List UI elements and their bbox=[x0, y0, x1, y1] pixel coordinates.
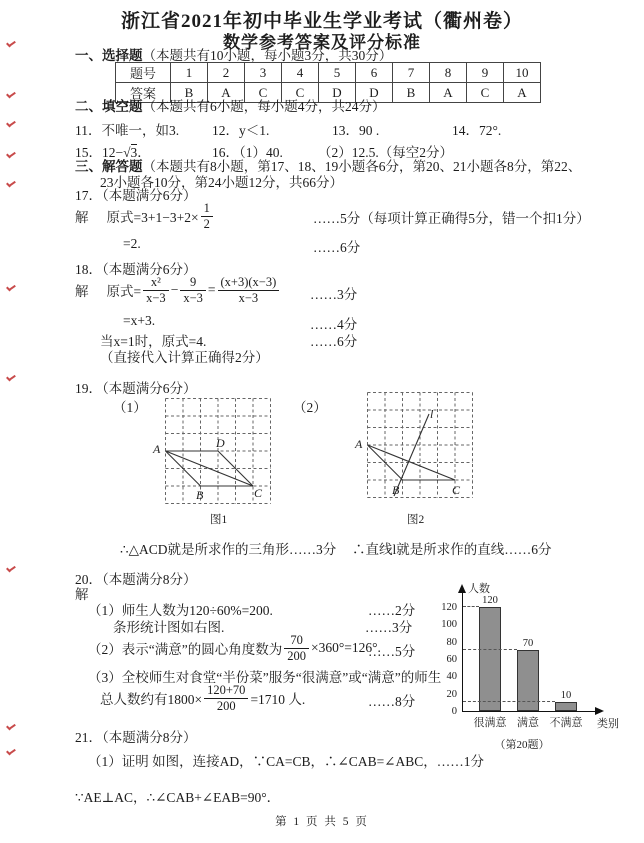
fig1-point-A: A bbox=[153, 442, 161, 456]
q-answer: C bbox=[467, 83, 504, 103]
q20-p3-line2: 总人数约有1800× $\frac{120+70}{200}$ =1710 人. bbox=[100, 683, 306, 713]
q-number: 5 bbox=[319, 63, 356, 83]
fig2-point-C: C bbox=[452, 483, 461, 497]
q-number: 4 bbox=[282, 63, 319, 83]
q-number: 3 bbox=[245, 63, 282, 83]
bar-不满意 bbox=[555, 702, 577, 711]
q20-jie: 解 bbox=[75, 587, 89, 602]
row-header: 题号 bbox=[116, 63, 171, 83]
q-answer: A bbox=[208, 83, 245, 103]
y-tick-label: 100 bbox=[441, 619, 457, 631]
q20-p1b: 条形统计图如右图. bbox=[113, 620, 225, 635]
q20-p1b-score: ……3分 bbox=[365, 620, 413, 635]
q-number: 6 bbox=[356, 63, 393, 83]
fig2-line-l: l bbox=[430, 407, 434, 421]
fig2-point-A: A bbox=[355, 437, 363, 451]
q-number: 8 bbox=[430, 63, 467, 83]
y-tick-label: 40 bbox=[446, 671, 457, 683]
bar-category-label: 很满意 bbox=[473, 717, 507, 729]
q21-proof-line1: （1）证明 如图，连接AD，∵CA=CB，∴∠CAB=∠ABC，……1分 bbox=[88, 754, 485, 769]
answer-14: 14．72°. bbox=[452, 123, 502, 138]
section-solution-heading: 三、解答题（本题共有8小题，第17、18、19小题各6分，第20、21小题各8分，第22、 bbox=[75, 159, 582, 174]
page-subtitle: 数学参考答案及评分标准 bbox=[223, 33, 421, 52]
answer-11: 11．不唯一，如3. bbox=[75, 123, 180, 138]
bar-category-label: 不满意 bbox=[549, 717, 583, 729]
dashed-grid bbox=[368, 393, 473, 498]
guide-dash-line bbox=[463, 606, 479, 607]
fig1-caption: 图1 bbox=[210, 514, 228, 526]
bar-chart-yticks bbox=[437, 602, 459, 717]
q17-step2: =2. bbox=[123, 236, 141, 251]
fraction: $\frac{\text{x²}}{x-3}$ bbox=[143, 275, 169, 305]
section-solution-heading-line2: 23小题各10分，第24小题12分，共66分） bbox=[100, 175, 343, 190]
q-answer: A bbox=[430, 83, 467, 103]
answer-13: 13．90 . bbox=[332, 123, 380, 138]
q18-step1-score: ……3分 bbox=[310, 287, 358, 302]
y-tick-label: 60 bbox=[446, 654, 457, 665]
fraction: $\frac{70}{200}$ bbox=[284, 633, 309, 663]
q17-step2-score: ……6分 bbox=[313, 240, 361, 255]
fig1-point-D: D bbox=[216, 436, 225, 450]
q-answer: C bbox=[245, 83, 282, 103]
bar-很满意 bbox=[479, 607, 501, 711]
bar-category-label: 满意 bbox=[517, 717, 539, 729]
chart-caption: （第20题） bbox=[494, 739, 550, 751]
margin-check-mark bbox=[5, 91, 15, 101]
q19-conclusion1: ∴△ACD就是所求作的三角形……3分 bbox=[120, 542, 337, 557]
q18-title: 18．（本题满分6分） bbox=[75, 262, 197, 277]
fig2-point-B: B bbox=[392, 483, 400, 497]
answer-12: 12．y＜1. bbox=[212, 123, 270, 138]
q-answer: B bbox=[171, 83, 208, 103]
q-answer: D bbox=[356, 83, 393, 103]
q-number: 7 bbox=[393, 63, 430, 83]
fraction: $\frac{1}{2}$ bbox=[201, 201, 213, 231]
q-answer: C bbox=[282, 83, 319, 103]
q17-title: 17．（本题满分6分） bbox=[75, 188, 197, 203]
radical-sign: √ bbox=[123, 145, 131, 160]
q18-step3-score: ……6分 bbox=[310, 334, 358, 349]
q21-title: 21．（本题满分8分） bbox=[75, 730, 197, 745]
q-answer: D bbox=[319, 83, 356, 103]
y-tick-label: 20 bbox=[446, 688, 457, 700]
section-blank-heading: 二、填空题（本题共有6小题，每小题4分，共24分） bbox=[75, 99, 386, 114]
y-axis-label: 人数 bbox=[468, 583, 490, 595]
margin-check-mark bbox=[5, 374, 15, 384]
row-header: 答案 bbox=[116, 83, 171, 103]
bar-chart bbox=[437, 580, 637, 760]
q-number: 2 bbox=[208, 63, 245, 83]
fraction: $\frac{(x+3)(x-3)}{x-3}$ bbox=[218, 275, 280, 305]
bar-chart-plot bbox=[463, 595, 597, 729]
margin-check-mark bbox=[5, 284, 15, 294]
q20-p1-score: ……2分 bbox=[368, 603, 416, 618]
section-choice-heading: 一、选择题（本题共有10小题，每小题3分，共30分） bbox=[75, 48, 393, 63]
fraction: $\frac{9}{x-3}$ bbox=[180, 275, 206, 305]
y-tick-label: 0 bbox=[451, 706, 457, 717]
q21-proof-line2: ∵AE⊥AC，∴∠CAB+∠EAB=90°． bbox=[75, 790, 281, 805]
answer-16b: （2）12.5.（每空2分） bbox=[318, 145, 453, 160]
q20-p1: （1）师生人数为120÷60%=200. bbox=[88, 603, 273, 618]
page-number: 第 1 页 共 5 页 bbox=[275, 816, 369, 828]
answer-16a: 16．（1）40. bbox=[212, 145, 283, 160]
fig1-point-C: C bbox=[254, 486, 263, 500]
margin-check-mark bbox=[5, 748, 15, 758]
guide-dash-line bbox=[463, 701, 555, 702]
q-number: 1 bbox=[171, 63, 208, 83]
q18-note: （直接代入计算正确得2分） bbox=[100, 350, 269, 365]
margin-check-mark bbox=[5, 180, 15, 190]
x-axis bbox=[462, 711, 598, 712]
page-title: 浙江省2021年初中毕业生学业考试（衢州卷） bbox=[120, 11, 523, 32]
x-axis-label: 类别 bbox=[597, 718, 619, 730]
fig2-caption: 图2 bbox=[407, 514, 425, 526]
triangle-and-line-l bbox=[368, 414, 456, 496]
margin-check-mark bbox=[5, 151, 15, 161]
q18-step3: 当x=1时，原式=4. bbox=[100, 334, 207, 349]
q18-step1: 解 原式= $\frac{\text{x²}}{x-3}$ − $\frac{9}{x-3}$ = $\frac{(x+3)(x-3)}{x-3}$ bbox=[75, 273, 281, 307]
y-tick-label: 80 bbox=[446, 636, 457, 648]
q-number: 10 bbox=[504, 63, 541, 83]
q18-step2-score: ……4分 bbox=[310, 317, 358, 332]
bar-value-label: 70 bbox=[522, 638, 534, 650]
q-answer: B bbox=[393, 83, 430, 103]
q20-p3-score: ……8分 bbox=[368, 694, 416, 709]
q20-p3-line1: （3）全校师生对食堂“半份菜”服务“很满意”或“满意”的师生 bbox=[88, 670, 442, 685]
q18-step2: =x+3. bbox=[123, 313, 156, 328]
q19-part1-label: （1） bbox=[113, 400, 147, 415]
fig1-point-B: B bbox=[196, 488, 204, 502]
q19-title: 19．（本题满分6分） bbox=[75, 381, 197, 396]
q17-step1-score: ……5分（每项计算正确得5分，错一个扣1分） bbox=[313, 211, 590, 226]
answer-15: 15．12−√3． bbox=[75, 145, 151, 160]
q19-part2-label: （2） bbox=[293, 400, 327, 415]
guide-dash-line bbox=[463, 649, 517, 650]
table-row bbox=[116, 63, 541, 83]
q20-title: 20．（本题满分8分） bbox=[75, 572, 197, 587]
q-number: 9 bbox=[467, 63, 504, 83]
y-tick-label: 120 bbox=[441, 602, 457, 613]
q20-p2: （2）表示“满意”的圆心角度数为 $\frac{70}{200}$ ×360°=126°. bbox=[88, 633, 381, 663]
q20-p2-score: ……5分 bbox=[368, 644, 416, 659]
margin-check-mark bbox=[5, 565, 15, 575]
q-answer: A bbox=[504, 83, 541, 103]
bar-value-label: 10 bbox=[560, 690, 572, 702]
fraction: $\frac{120+70}{200}$ bbox=[204, 683, 248, 713]
q19-conclusion2: ∴直线l就是所求作的直线……6分 bbox=[352, 542, 552, 557]
bar-value-label: 120 bbox=[482, 595, 498, 606]
q17-step1: 解 原式=3+1−3+2× $\frac{1}{2}$ bbox=[75, 200, 215, 232]
margin-check-mark bbox=[5, 120, 15, 130]
y-axis-arrow-icon bbox=[458, 584, 466, 593]
margin-check-mark bbox=[5, 723, 15, 733]
